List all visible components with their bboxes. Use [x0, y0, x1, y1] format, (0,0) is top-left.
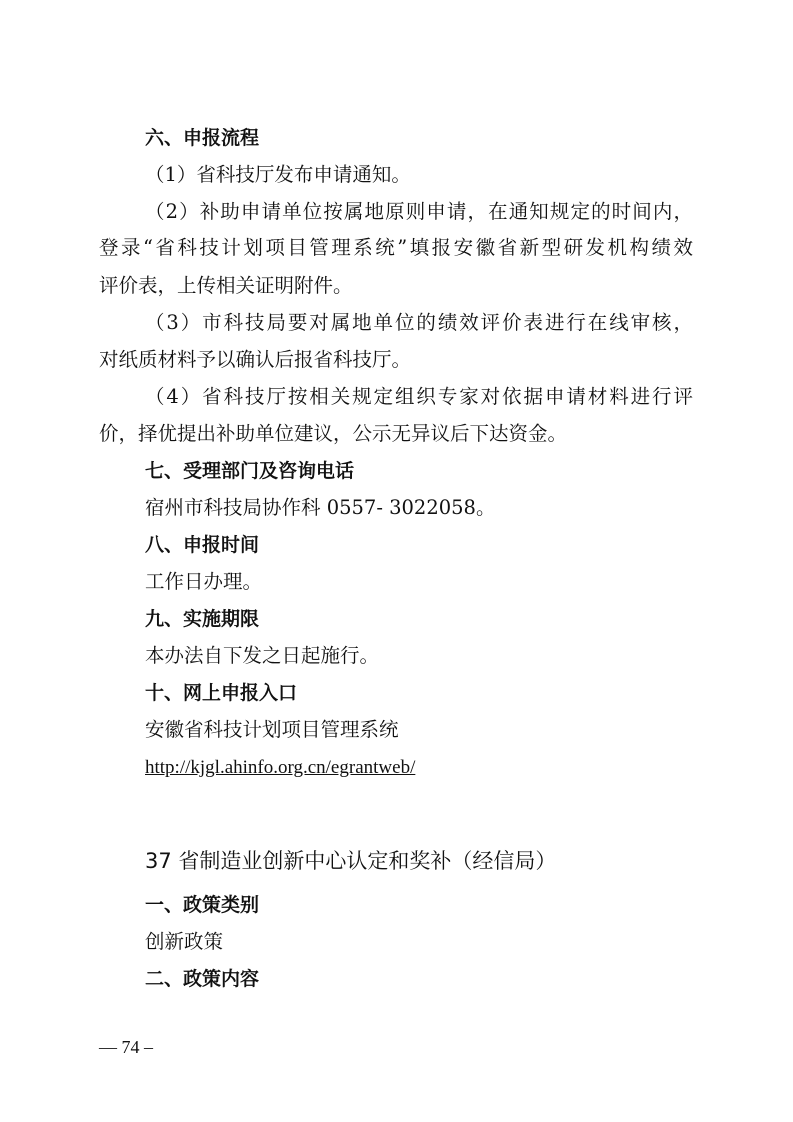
section-heading-application-time: 八、申报时间 [145, 534, 260, 556]
application-time-text: 工作日办理。 [145, 570, 263, 593]
paragraph-step-4-line-2: 价，择优提出补助单位建议，公示无异议后下达资金。 [99, 422, 568, 445]
section-heading-contact: 七、受理部门及咨询电话 [145, 460, 355, 482]
paragraph-step-3-line-2: 对纸质材料予以确认后报省科技厅。 [99, 348, 412, 371]
policy-37-title: 37 省制造业创新中心认定和奖补（经信局） [145, 849, 557, 873]
paragraph-step-1: （1）省科技厅发布申请通知。 [145, 163, 411, 186]
section-heading-implementation-period: 九、实施期限 [145, 608, 260, 630]
implementation-period-text: 本办法自下发之日起施行。 [145, 644, 380, 667]
online-system-name: 安徽省科技计划项目管理系统 [145, 718, 399, 741]
section-heading-application-process: 六、申报流程 [145, 127, 260, 149]
policy-37-category-text: 创新政策 [145, 930, 224, 953]
page-number: — 74 – [99, 1037, 153, 1057]
policy-37-heading-content: 二、政策内容 [145, 968, 260, 990]
online-entry-link[interactable]: http://kjgl.ahinfo.org.cn/egrantweb/ [145, 757, 416, 778]
paragraph-step-2-line-2: 登录“省科技计划项目管理系统”填报安徽省新型研发机构绩效 [99, 236, 693, 259]
contact-text: 宿州市科技局协作科 0557- 3022058。 [145, 496, 496, 519]
paragraph-step-2-line-1: （2）补助申请单位按属地原则申请，在通知规定的时间内， [145, 200, 693, 223]
section-heading-online-entry: 十、网上申报入口 [145, 682, 298, 704]
paragraph-step-4-line-1: （4）省科技厅按相关规定组织专家对依据申请材料进行评 [145, 385, 693, 408]
paragraph-step-3-line-1: （3）市科技局要对属地单位的绩效评价表进行在线审核， [145, 311, 693, 334]
policy-37-heading-category: 一、政策类别 [145, 894, 260, 916]
paragraph-step-2-line-3: 评价表，上传相关证明附件。 [99, 274, 353, 297]
